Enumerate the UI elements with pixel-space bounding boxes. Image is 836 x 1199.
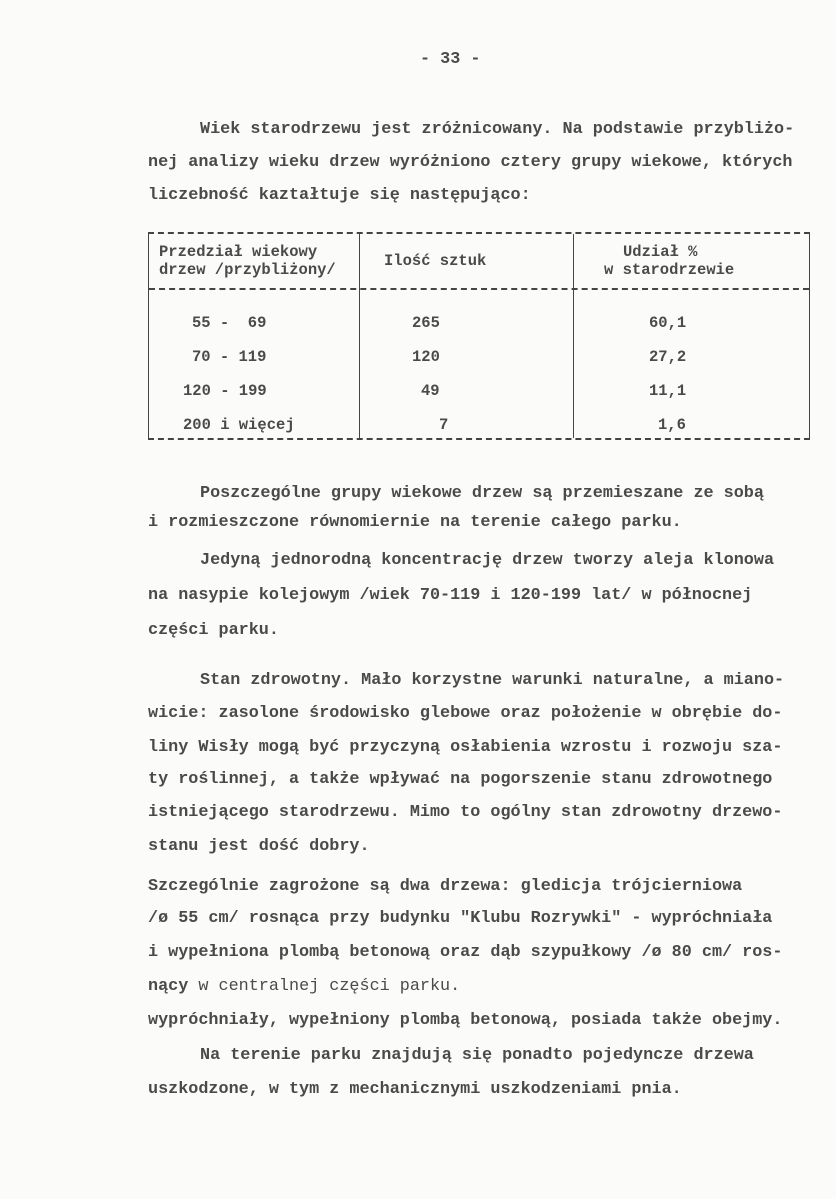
text-line: stanu jest dość dobry. (148, 837, 370, 856)
text-line: uszkodzone, w tym z mechanicznymi uszkodzeniami pnia. (148, 1080, 682, 1099)
text-line: Jedyną jednorodną koncentrację drzew tworzy aleja klonowa (200, 551, 775, 570)
cell-share: 1,6 (658, 416, 686, 434)
text-line: /ø 55 cm/ rosnąca przy budynku "Klubu Rozrywki" - wypróchniała (148, 909, 773, 928)
age-table (148, 232, 810, 440)
text-line (148, 977, 460, 997)
cell-count: 49 (421, 382, 440, 400)
header-age-range-1: Przedział wiekowy (159, 243, 318, 261)
cell-share: 27,2 (649, 348, 687, 366)
text-line: części parku. (148, 621, 279, 640)
cell-age: 200 i więcej (183, 416, 295, 434)
cell-age: 55 - 69 (192, 314, 267, 332)
cell-count: 265 (412, 314, 440, 332)
text-bold: nący (148, 977, 189, 996)
cell-share: 60,1 (649, 314, 687, 332)
column-divider (359, 234, 360, 438)
text-line: wicie: zasolone środowisko glebowe oraz położenie w obrębie do- (148, 704, 783, 723)
text-line: Poszczególne grupy wiekowe drzew są przemieszane ze sobą (200, 484, 764, 503)
column-divider (573, 234, 574, 438)
header-share-2: w starodrzewie (604, 261, 735, 279)
header-divider (149, 288, 809, 290)
text-line: liczebność kaztałtuje się następująco: (148, 186, 531, 205)
text-line: istniejącego starodrzewu. Mimo to ogólny stan zdrowotny drzewo- (148, 803, 783, 822)
page-number: - 33 - (420, 50, 481, 69)
header-count: Ilość sztuk (384, 252, 487, 270)
text-line: na nasypie kolejowym /wiek 70-119 i 120-199 lat/ w północnej (148, 586, 753, 605)
text-line: Szczególnie zagrożone są dwa drzewa: gledicja trójcierniowa (148, 877, 743, 896)
header-age-range-2: drzew /przybliżony/ (159, 261, 336, 279)
cell-age: 70 - 119 (192, 348, 267, 366)
cell-age: 120 - 199 (183, 382, 267, 400)
cell-count: 7 (439, 416, 449, 434)
text-line: Wiek starodrzewu jest zróżnicowany. Na podstawie przybliżo- (200, 120, 795, 139)
text-line: i rozmieszczone równomiernie na terenie całego parku. (148, 513, 682, 532)
text-line: wypróchniały, wypełniony plombą betonową, posiada także obejmy. (148, 1011, 783, 1030)
text-line: liny Wisły mogą być przyczyną osłabienia wzrostu i rozwoju sza- (148, 738, 783, 757)
text-line: nej analizy wieku drzew wyróżniono cztery grupy wiekowe, których (148, 153, 793, 172)
header-share-1: Udział % (623, 243, 698, 261)
text-line: i wypełniona plombą betonową oraz dąb szypułkowy /ø 80 cm/ ros- (148, 943, 783, 962)
cell-count: 120 (412, 348, 440, 366)
text-line: Stan zdrowotny. Mało korzystne warunki naturalne, a miano- (200, 671, 785, 690)
text-normal: w centralnej części parku. (188, 977, 461, 996)
text-line: Na terenie parku znajdują się ponadto pojedyncze drzewa (200, 1046, 754, 1065)
cell-share: 11,1 (649, 382, 687, 400)
text-line: ty roślinnej, a także wpływać na pogorszenie stanu zdrowotnego (148, 770, 773, 789)
